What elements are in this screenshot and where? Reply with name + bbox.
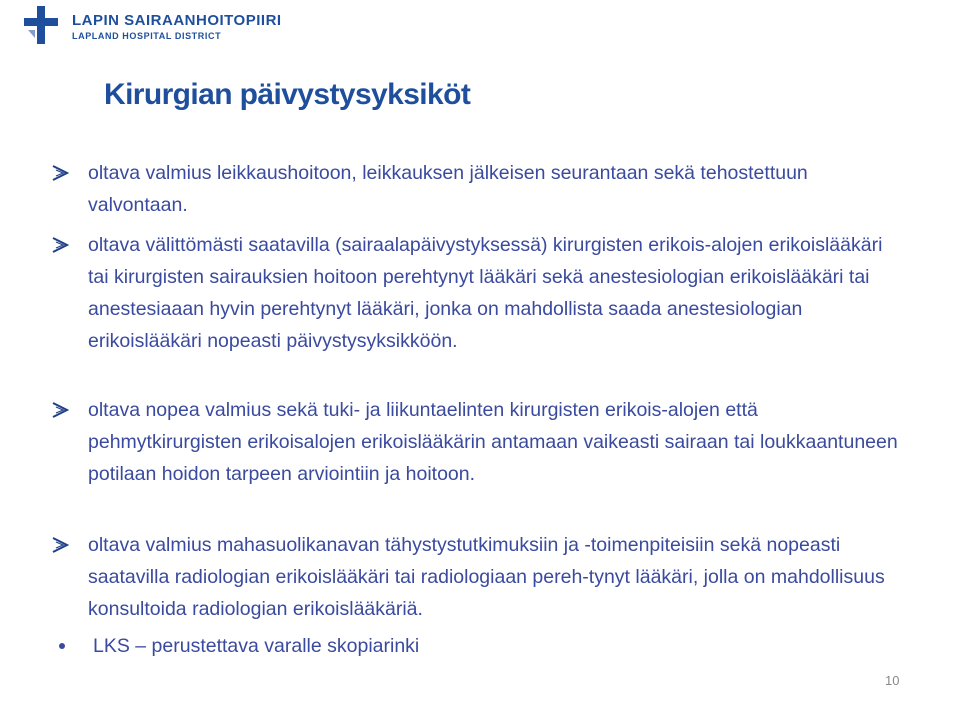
- bullet-text: oltava välittömästi saatavilla (sairaalapäivystyksessä) kirurgisten erikois-alojen erikoislääkäri tai kirurgisten sairauksien hoitoon perehtynyt lääkäri sekä anestesiologian erikoislääkäri tai anestesiaaan hyvin perehtynyt lääkäri, jonka on mahdollista saada anestesiologian erikoislääkäri nopeasti päivystysyksikköön.: [88, 234, 883, 352]
- list-item: [88, 529, 898, 625]
- list-item: [88, 157, 898, 221]
- bullet-text: oltava valmius leikkaushoitoon, leikkauksen jälkeisen seurantaan sekä tehostettuun valvontaan.: [88, 162, 808, 216]
- bullet-text: oltava valmius mahasuolikanavan tähystystutkimuksiin ja -toimenpiteisiin sekä nopeasti saatavilla radiologian erikoislääkäri tai radiologiaan pereh-tynyt lääkäri, jolla on mahdollisuus konsultoida radiologian erikoislääkäriä.: [88, 534, 885, 620]
- organization-name: LAPIN SAIRAANHOITOPIIRI: [72, 12, 282, 29]
- list-item: [88, 229, 898, 357]
- bullet-text: LKS – perustettava varalle skopiarinki: [93, 635, 420, 657]
- slide-title: Kirurgian päivystysyksiköt: [104, 78, 471, 111]
- arrow-bullet-icon: [51, 164, 69, 182]
- dot-bullet-icon: [59, 643, 65, 649]
- list-item: [88, 394, 898, 490]
- organization-subtitle: LAPLAND HOSPITAL DISTRICT: [72, 31, 222, 41]
- list-item: [93, 630, 903, 662]
- arrow-bullet-icon: [51, 401, 69, 419]
- arrow-bullet-icon: [51, 536, 69, 554]
- bullet-text: oltava nopea valmius sekä tuki- ja liikuntaelinten kirurgisten erikois-alojen että pehmytkirurgisten erikoisalojen erikoislääkärin antamaan vaikeasti sairaan tai loukkaantuneen potilaan hoidon tarpeen arviointiin ja hoitoon.: [88, 399, 898, 485]
- arrow-bullet-icon: [51, 236, 69, 254]
- page-number: 10: [885, 673, 900, 688]
